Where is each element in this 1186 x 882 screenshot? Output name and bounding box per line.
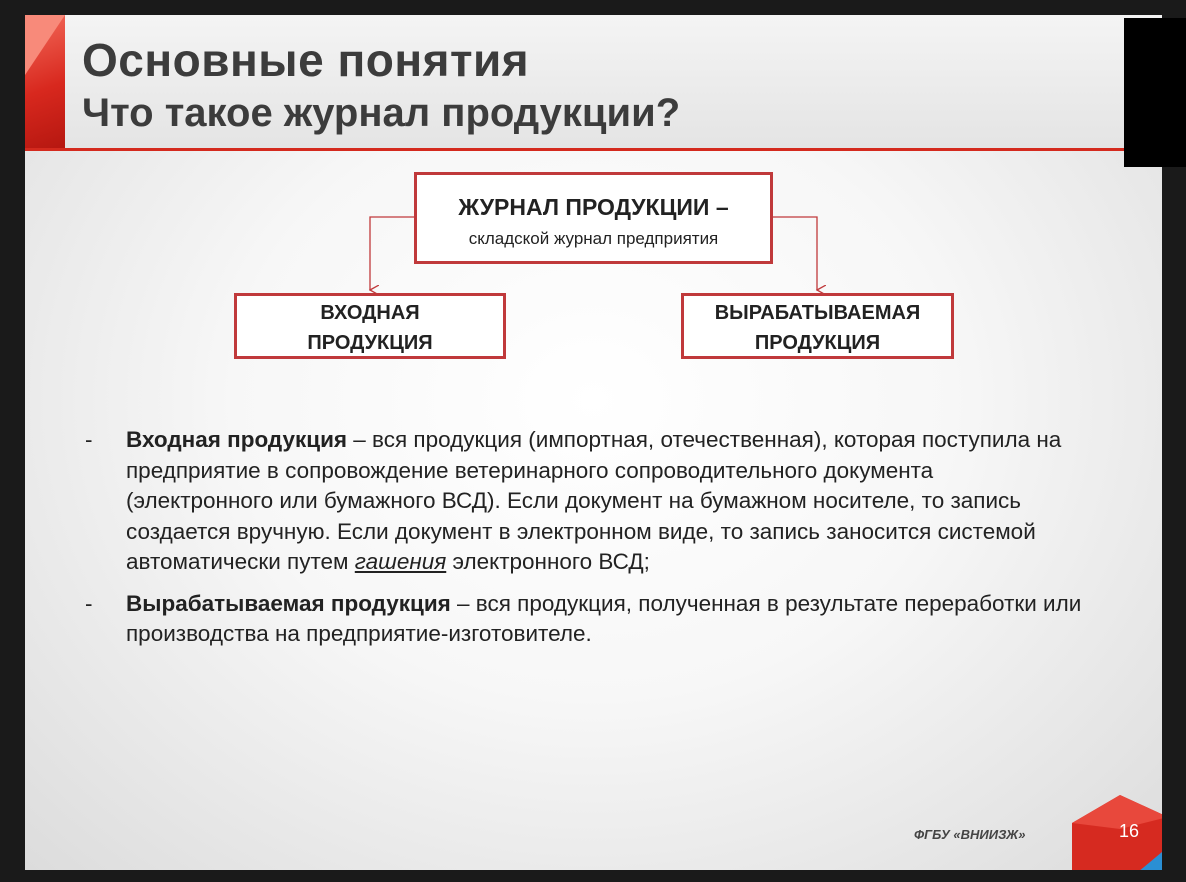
produced-products-label: ВЫРАБАТЫВАЕМАЯ ПРОДУКЦИЯ [714,302,921,354]
definition-incoming-end: электронного ВСД; [446,549,650,574]
product-journal-box [414,172,773,264]
slide-subtitle: Что такое журнал продукции? [82,91,681,135]
page-number-badge [1072,795,1162,870]
organization-name: ФГБУ «ВНИИЗЖ» [914,827,1026,842]
produced-products-box [681,293,954,359]
bullet-dash: - [85,590,93,616]
list-item-incoming [85,425,1085,578]
definition-incoming-text: – вся продукция (импортная, отечественная), которая поступила на предприятие в сопровождение ветеринарного сопроводительного документа (электронного или бумажного ВСД). Если документ на бумажном носителе, то запись создается вручную. Если документ в электронном виде, то запись заносится системой автоматически путем [126,427,1062,574]
list-item-produced [85,589,1085,650]
product-journal-definition: складской журнал предприятия [468,229,719,248]
bullet-dash: - [85,427,93,452]
redacted-overlay [1124,18,1186,167]
term-produced: Вырабатываемая продукция [126,590,451,616]
connector-right-arrow [773,217,817,290]
slide [25,15,1162,870]
incoming-products-label: ВХОДНАЯ ПРОДУКЦИЯ [307,302,433,354]
connector-left-arrow [370,217,414,290]
incoming-products-box [234,293,506,359]
page-number: 16 [1119,821,1140,841]
slide-title: Основные понятия [82,34,530,86]
product-journal-title: ЖУРНАЛ ПРОДУКЦИИ – [458,194,729,220]
term-cancellation-link: гашения [354,549,447,574]
term-incoming: Входная продукция [126,427,348,452]
definitions-list [85,425,1085,650]
definition-produced-text: – вся продукция, полученная в результате переработки или производства на предприятие-изготовителе. [126,590,1082,646]
